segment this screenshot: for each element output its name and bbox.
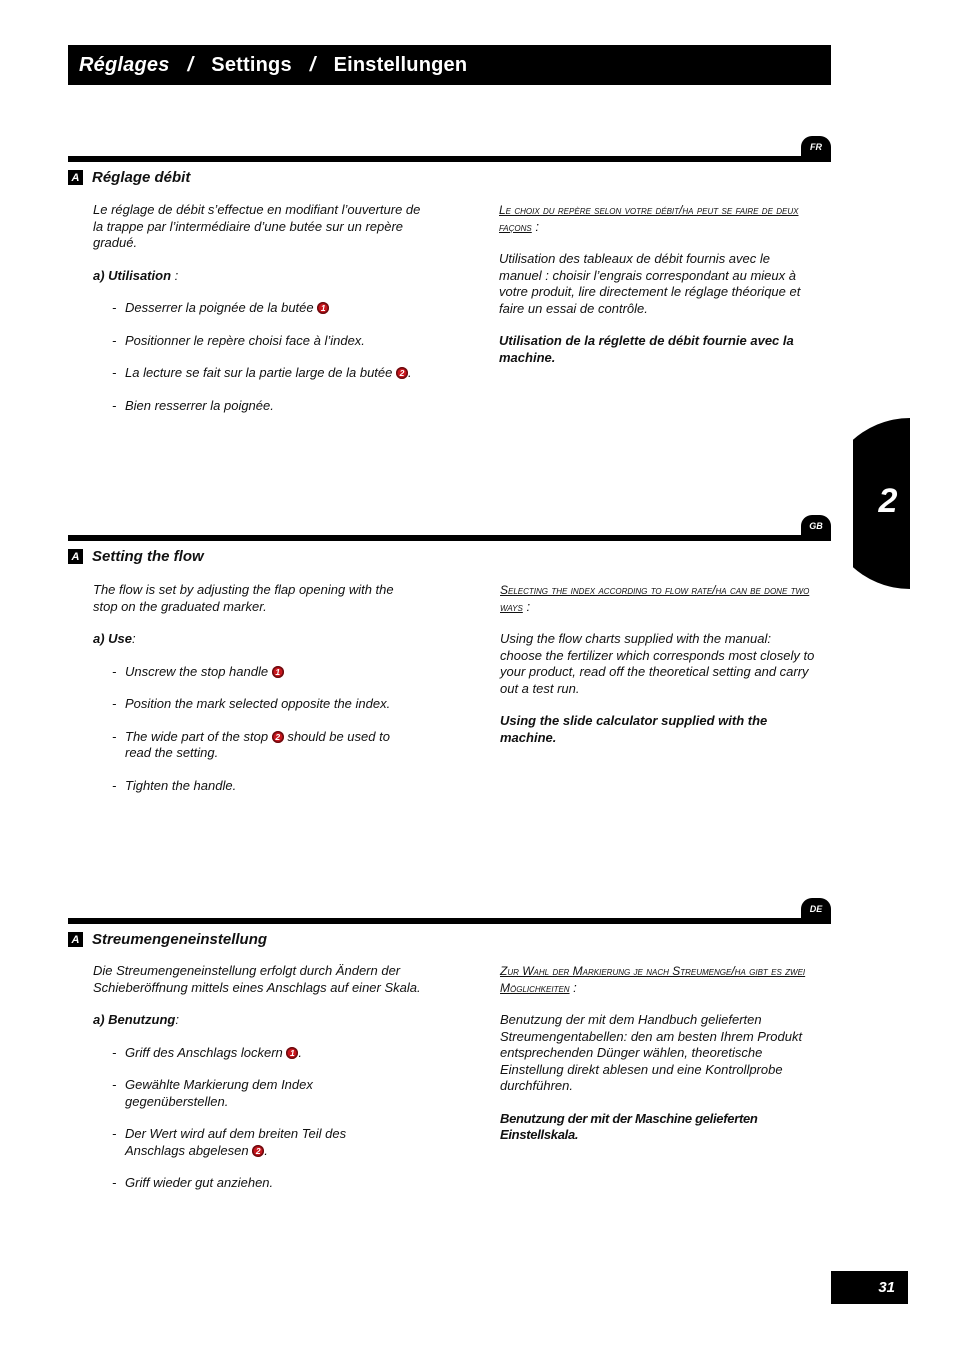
list-item: - Positionner le repère choisi face à l’index.	[112, 332, 365, 348]
header-separator: /	[187, 53, 194, 76]
chapter-number: 2	[878, 482, 898, 520]
section-title-row	[68, 548, 204, 565]
de-right-column	[500, 963, 815, 1144]
callout-2-icon: 2	[396, 367, 408, 379]
chapter-tab-shape	[853, 418, 910, 589]
right-bold-paragraph: Utilisation de la réglette de débit fournie avec la machine.	[499, 333, 794, 365]
list-item: - Tighten the handle.	[112, 777, 237, 793]
header-title-en: Settings	[211, 53, 292, 76]
callout-1-icon: 1	[286, 1047, 298, 1059]
section-rule	[68, 918, 831, 924]
list-item: - Position the mark selected opposite the index.	[112, 696, 391, 711]
list-item: - Desserrer la poignée de la butée 1	[112, 300, 423, 317]
callout-2-icon: 2	[272, 731, 284, 743]
section-title-row	[68, 169, 190, 186]
section-title: Setting the flow	[92, 548, 204, 565]
callout-2-icon: 2	[252, 1145, 264, 1157]
intro-text: The flow is set by adjusting the flap opening with the stop on the graduated marker.	[93, 582, 394, 614]
usage-heading: a) Utilisation :	[93, 267, 179, 283]
chapter-tab	[853, 418, 910, 589]
section-marker: A	[68, 549, 83, 564]
intro-text: Die Streumengeneinstellung erfolgt durch Ändern der Schieberöffnung mittels eines Anschlags auf einer Skala.	[93, 963, 421, 995]
section-marker: A	[68, 932, 83, 947]
section-title-row	[68, 931, 267, 948]
de-left-column	[93, 963, 423, 1192]
section-rule	[68, 156, 831, 162]
lang-badge-gb: GB	[801, 515, 831, 537]
right-heading: Selecting the index according to flow rate/ha can be done two ways :	[500, 583, 810, 614]
header-bar	[68, 45, 831, 85]
header-title-de: Einstellungen	[333, 53, 468, 76]
list-item: - La lecture se fait sur la partie large de la butée 2 .	[112, 365, 412, 380]
header-separator: /	[309, 53, 316, 76]
right-heading: Zur Wahl der Markierung je nach Streumenge/ha gibt es zwei Möglichkeiten :	[500, 964, 806, 995]
right-paragraph: Benutzung der mit dem Handbuch gelieferten Streumengentabellen: den am besten Ihrem Produkt entsprechenden Dünger wählen, theoretische Einstellung direkt ablesen und eine Kontrollprobe durchführen.	[500, 1012, 803, 1093]
usage-heading: a) Use:	[93, 631, 136, 646]
fr-right-column	[499, 202, 814, 366]
usage-heading: a) Benutzung:	[93, 1012, 179, 1027]
intro-text: Le réglage de débit s’effectue en modifiant l’ouverture de la trappe par l’intermédiaire d’une butée sur un repère gradué.	[93, 202, 421, 250]
right-paragraph: Utilisation des tableaux de débit fournis avec le manuel : choisir l’engrais correspondant au mieux à votre produit, lire directement le réglage théorique et faire un essai de contrôle.	[499, 251, 801, 316]
page-number: 31	[878, 1279, 895, 1296]
list-item: - Gewählte Markierung dem Index gegenüberstellen.	[112, 1077, 313, 1109]
section-rule	[68, 535, 831, 541]
section-marker: A	[68, 170, 83, 185]
callout-1-icon: 1	[272, 666, 284, 678]
lang-badge-de: DE	[801, 898, 831, 920]
list-item: - Griff wieder gut anziehen.	[112, 1175, 274, 1190]
gb-right-column	[500, 582, 815, 746]
right-paragraph: Using the flow charts supplied with the manual: choose the fertilizer which corresponds most closely to your product, read off the theoretical setting and carry out a test run.	[500, 631, 815, 696]
lang-badge-fr: FR	[801, 136, 831, 158]
list-item: - Der Wert wird auf dem breiten Teil des Anschlags abgelesen 2 .	[112, 1126, 347, 1158]
section-title: Réglage débit	[92, 169, 191, 186]
callout-1-icon: 1	[317, 302, 329, 314]
list-item: - Unscrew the stop handle 1	[112, 664, 418, 681]
right-bold-paragraph: Benutzung der mit der Maschine gelieferten Einstellskala.	[500, 1110, 758, 1142]
list-item: - Bien resserrer la poignée.	[112, 397, 274, 413]
header-title-fr: Réglages	[79, 53, 170, 76]
section-title: Streumengeneinstellung	[92, 931, 268, 948]
right-bold-paragraph: Using the slide calculator supplied with the machine.	[500, 713, 768, 745]
fr-left-column	[93, 202, 423, 414]
gb-left-column	[93, 582, 418, 794]
list-item: - Griff des Anschlags lockern 1 .	[112, 1044, 302, 1060]
page-number-box	[831, 1271, 908, 1304]
right-heading: Le choix du repère selon votre débit/ha peut se faire de deux façons :	[499, 203, 799, 234]
list-item: - The wide part of the stop 2 should be used to read the setting.	[112, 728, 390, 760]
